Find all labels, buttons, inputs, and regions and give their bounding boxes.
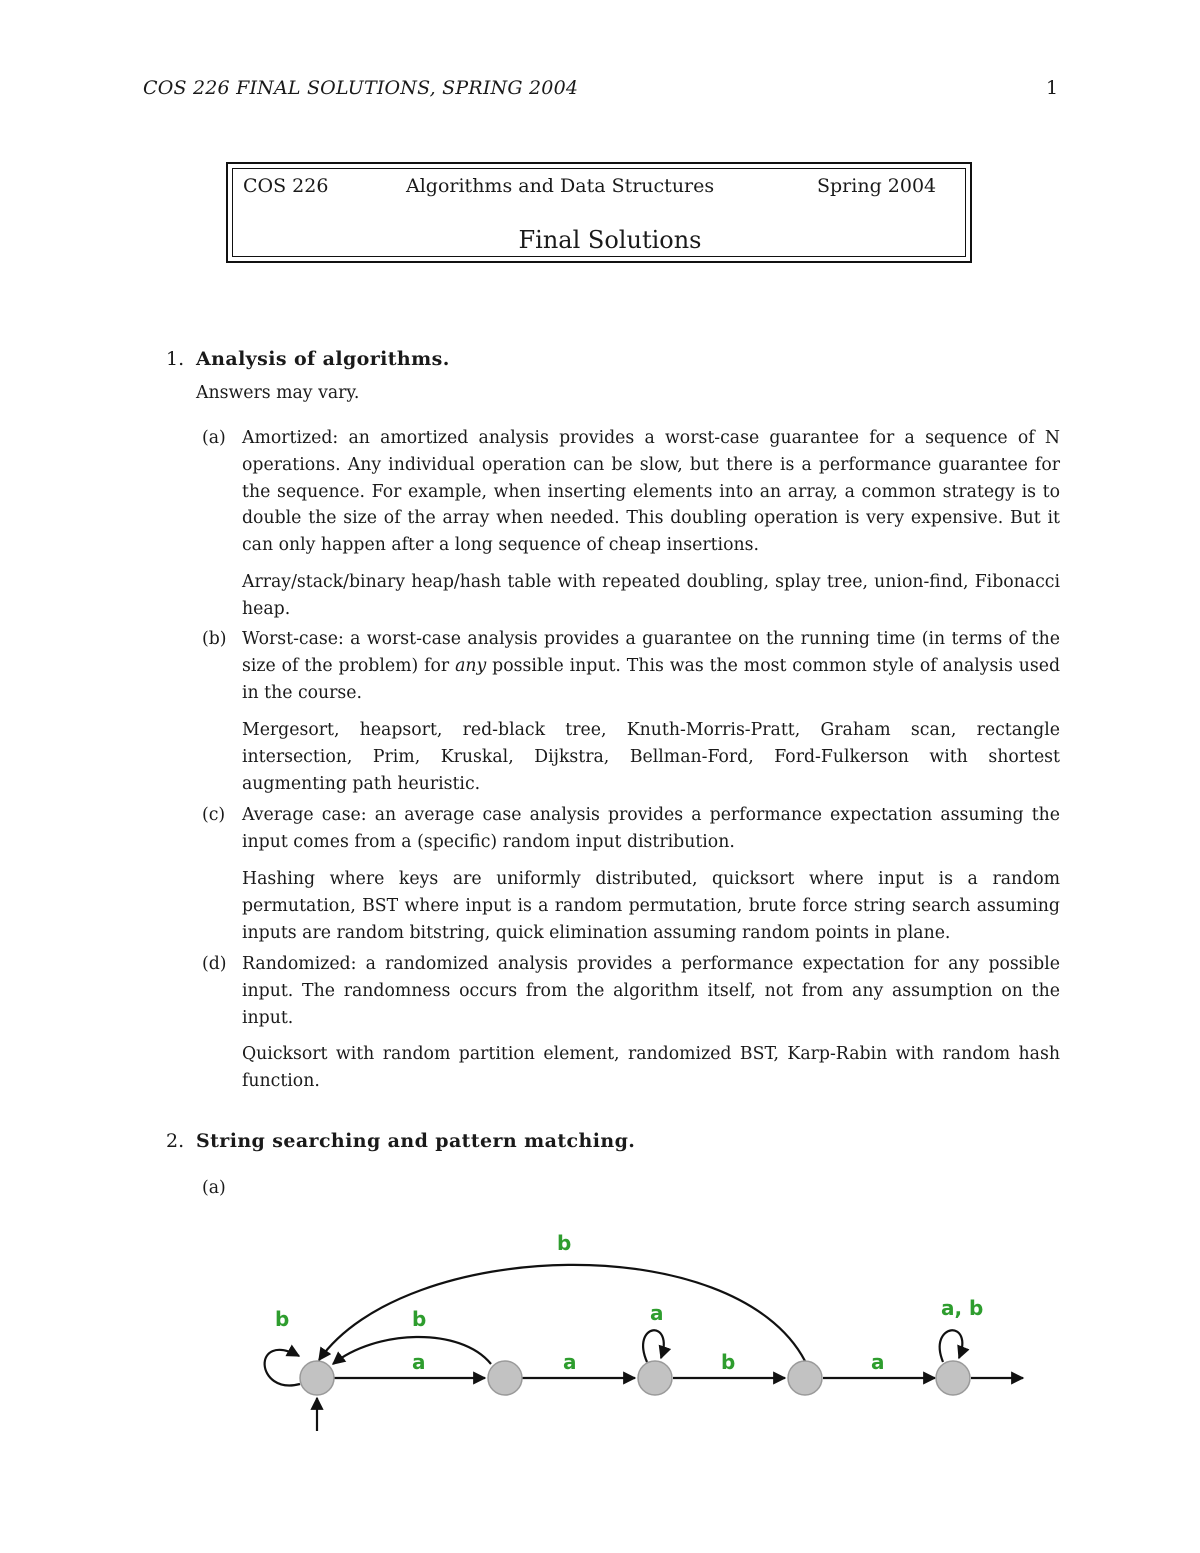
dfa-state-4 [936,1361,970,1395]
dfa-state-3 [788,1361,822,1395]
loop-s0 [265,1350,300,1386]
loop-s2 [643,1330,664,1362]
label-s2-s3: b [721,1350,736,1374]
label-s3-s4: a [871,1350,885,1374]
course-subject: Algorithms and Data Structures [406,175,715,197]
item-c-definition: Average case: an average case analysis provides a performance expectation assuming the input comes from a (specific) random input distribution. [242,805,1060,852]
item-b-emphasis: any [455,655,487,676]
item-b-label: (b) [202,629,227,649]
label-long-back: b [557,1231,572,1255]
edge-s3-back-s0 [319,1265,805,1361]
dfa-state-2 [638,1361,672,1395]
dfa-diagram [255,1218,1040,1458]
section-1-number: 1. [166,348,185,370]
dfa-state-0 [300,1361,334,1395]
label-loop4: a, b [941,1296,984,1320]
running-header: COS 226 FINAL SOLUTIONS, SPRING 2004 [143,77,579,99]
dfa-state-1 [488,1361,522,1395]
item-d-label: (d) [202,954,227,974]
section-2-heading: String searching and pattern matching. [196,1130,636,1152]
label-s0-s1: a [412,1350,426,1374]
item-a-label: (a) [202,428,226,448]
item-d-examples: Quicksort with random partition element, randomized BST, Karp-Rabin with random hash function. [242,1044,1060,1091]
item-b-definition-end: possible input. This was the most common style of analysis used in the course. [242,655,1061,703]
section-1-intro: Answers may vary. [196,383,360,403]
page-number: 1 [1046,77,1059,99]
item-a-definition: Amortized: an amortized analysis provides a worst-case guarantee for a sequence of N operations. Any individual operation can be slow, but there is a performance guarantee for the sequence. For example, when inserting elements into an array, a common strategy is to double the size of the array when needed. This doubling operation is very expensive. But it can only happen after a long sequence of cheap insertions. [242,428,1060,556]
label-back1: b [412,1307,427,1331]
section-2-number: 2. [166,1130,185,1152]
course-code: COS 226 [243,175,329,197]
item-a-examples: Array/stack/binary heap/hash table with repeated doubling, splay tree, union-find, Fibonacci heap. [242,572,1060,619]
item-d-definition: Randomized: a randomized analysis provides a performance expectation for any possible input. The randomness occurs from the algorithm itself, not from any assumption on the input. [242,954,1060,1028]
item-b-definition-start: Worst-case: a worst-case analysis provides a guarantee on the running time (in terms of the size of the problem) for [242,629,1060,676]
loop-s4 [940,1330,963,1362]
section-2-part-a-label: (a) [202,1178,226,1198]
label-loop0: b [275,1307,290,1331]
item-c-examples: Hashing where keys are uniformly distributed, quicksort where input is a random permutation, BST where input is a random permutation, brute force string search assuming inputs are random bitstring, quick elimination assuming random points in plane. [242,869,1060,943]
item-c-label: (c) [202,805,226,825]
section-1-heading: Analysis of algorithms. [196,348,450,370]
item-b-examples: Mergesort, heapsort, red-black tree, Knuth-Morris-Pratt, Graham scan, rectangle intersection, Prim, Kruskal, Dijkstra, Bellman-Ford, Ford-Fulkerson with shortest augmenting path heuristic. [242,720,1060,794]
item-b-definition [242,626,1060,706]
label-s1-s2: a [563,1350,577,1374]
course-term: Spring 2004 [817,175,937,197]
label-loop2: a [650,1301,664,1325]
document-title: Final Solutions [518,226,702,254]
